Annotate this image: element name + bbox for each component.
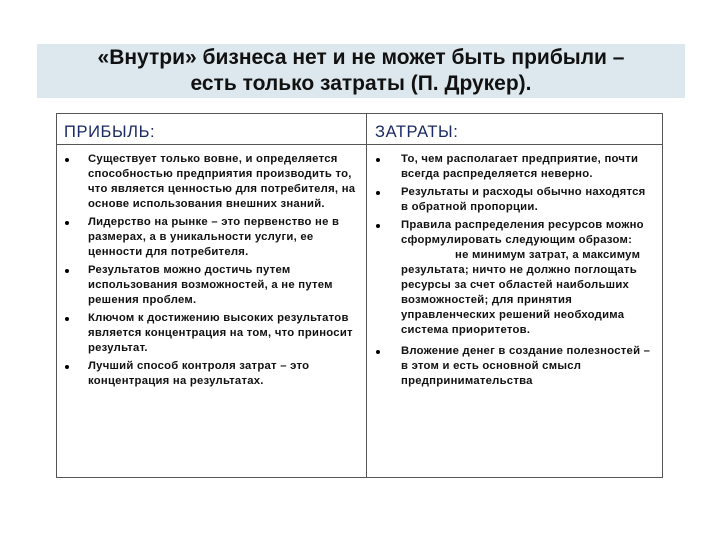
- comparison-table: [56, 113, 663, 478]
- list-item-text: Лидерство на рынке – это первенство не в размерах, а в уникальности услуги, ее ценности для потребителя.: [88, 216, 340, 258]
- list-item-text: Результатов можно достичь путем использования возможностей, а не путем решения проблем.: [88, 264, 333, 306]
- list-item: [57, 152, 360, 212]
- costs-header: ЗАТРАТЫ:: [367, 114, 662, 145]
- list-item-text: То, чем располагает предприятие, почти всегда распределяется неверно.: [401, 153, 639, 180]
- list-item-text: Существует только вовне, и определяется способностью предприятия производить то, что является ценностью для потребителя, на основе использования внешних знаний.: [88, 153, 356, 210]
- list-item: [367, 152, 656, 182]
- list-item: [57, 215, 360, 260]
- bullet-icon: [376, 350, 380, 354]
- list-item: [367, 185, 656, 215]
- list-item-text: Результаты и расходы обычно находятся в обратной пропорции.: [401, 186, 646, 213]
- list-item: [367, 344, 656, 389]
- slide-title: «Внутри» бизнеса нет и не может быть прибыли – есть только затраты (П. Друкер).: [97, 46, 625, 95]
- list-item: [57, 359, 360, 389]
- bullet-icon: [376, 224, 380, 228]
- costs-list: [367, 145, 662, 389]
- list-item: [57, 311, 360, 356]
- list-item-text-part: Правила распределения ресурсов можно сформулировать следующим образом:: [401, 219, 644, 246]
- list-item-text: [401, 218, 656, 338]
- bullet-icon: [376, 158, 380, 162]
- list-item-text: Ключом к достижению высоких результатов является концентрация на том, что приносит результат.: [88, 312, 353, 354]
- list-item-text-part: не минимум затрат, а максимум результата; ничто не должно поглощать ресурсы за счет областей наибольших возможностей; для принятия управленческих решений необходима система приоритетов.: [401, 249, 641, 336]
- bullet-icon: [376, 191, 380, 195]
- list-item: [57, 263, 360, 308]
- slide-title-box: [37, 44, 685, 98]
- bullet-icon: [65, 269, 69, 273]
- bullet-icon: [65, 317, 69, 321]
- profit-column: [57, 114, 367, 477]
- list-item: [367, 218, 656, 338]
- list-item-text: Лучший способ контроля затрат – это концентрация на результатах.: [88, 360, 310, 387]
- profit-list: [57, 145, 366, 389]
- costs-column: [367, 114, 662, 477]
- bullet-icon: [65, 221, 69, 225]
- bullet-icon: [65, 365, 69, 369]
- list-item-text: Вложение денег в создание полезностей – в этом и есть основной смысл предпринимательства: [401, 345, 651, 387]
- profit-header: ПРИБЫЛЬ:: [57, 114, 366, 145]
- bullet-icon: [65, 158, 69, 162]
